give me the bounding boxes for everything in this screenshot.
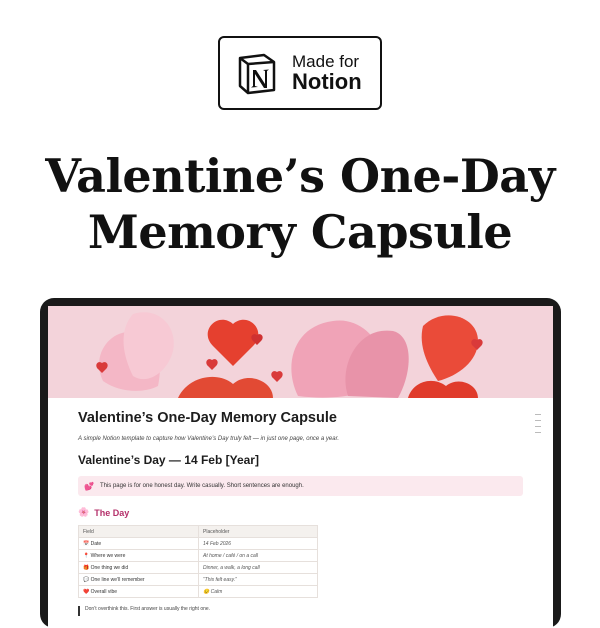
table-cell-field[interactable] [79, 586, 199, 598]
heading-valentines-day[interactable]: Valentine’s Day — 14 Feb [Year] [78, 453, 259, 467]
outline-marker [535, 432, 541, 433]
table-header-row [79, 526, 318, 538]
notion-page-screen [48, 306, 553, 628]
table-row[interactable] [79, 550, 318, 562]
table-cell-field[interactable] [79, 538, 199, 550]
gift-icon: 🎁 [83, 564, 90, 571]
column-header-placeholder: Placeholder [199, 526, 318, 538]
page-outline-handle[interactable] [535, 414, 543, 438]
page-title[interactable]: Valentine’s One-Day Memory Capsule [78, 410, 337, 426]
pin-icon: 📍 [83, 552, 90, 559]
heart-icon: ❤️ [83, 588, 90, 595]
table-row[interactable] [79, 562, 318, 574]
page-body [78, 406, 523, 616]
notion-logo-icon [234, 50, 280, 96]
page-subtitle[interactable]: A simple Notion template to capture how Valentine’s Day truly felt — in just one page, once a year. [78, 436, 340, 442]
table-row[interactable] [79, 586, 318, 598]
section-the-day[interactable] [78, 507, 523, 518]
tablet-frame [40, 298, 561, 628]
table-cell-field[interactable] [79, 574, 199, 586]
callout-text: This page is for one honest day. Write casually. Short sentences are enough. [99, 483, 304, 489]
made-for-notion-badge [218, 36, 382, 110]
paper-hearts-illustration [48, 306, 553, 398]
column-header-field: Field [79, 526, 199, 538]
table-cell-value[interactable]: Dinner, a walk, a long call [199, 562, 318, 574]
field-label: Date [90, 540, 102, 547]
quote-block[interactable]: Don’t overthink this. First answer is usually the right one. [78, 606, 523, 616]
outline-marker [535, 426, 541, 427]
hero-title [0, 148, 600, 260]
section-title: The Day [94, 507, 130, 518]
cherry-blossom-icon: 🌸 [78, 507, 90, 517]
two-hearts-icon: 💕 [84, 481, 94, 491]
table-cell-value[interactable]: “This felt easy.” [199, 574, 318, 586]
outline-marker [535, 420, 541, 421]
field-label: Overall vibe [90, 588, 118, 595]
the-day-table [78, 525, 318, 598]
badge-label-made-for: Made for [292, 51, 360, 71]
table-cell-field[interactable] [79, 550, 199, 562]
table-cell-field[interactable] [79, 562, 199, 574]
table-cell-value[interactable]: 😌 Calm [199, 586, 318, 598]
field-label: One line we’ll remember [90, 576, 145, 583]
field-label: One thing we did [90, 564, 129, 571]
outline-marker [535, 414, 541, 415]
badge-label-notion: Notion [292, 69, 362, 95]
hero-title-line-1: Valentine’s One-Day [45, 149, 555, 203]
hero-title-line-2: Memory Capsule [87, 205, 513, 259]
calendar-icon: 📅 [83, 540, 90, 547]
cover-image [48, 306, 553, 398]
table-cell-value[interactable]: 14 Feb 2026 [199, 538, 318, 550]
table-row[interactable] [79, 538, 318, 550]
callout-block[interactable] [78, 476, 523, 496]
field-label: Where we were [90, 552, 126, 559]
table-cell-value[interactable]: At home / café / on a call [199, 550, 318, 562]
table-row[interactable] [79, 574, 318, 586]
speech-bubble-icon: 💬 [83, 576, 90, 583]
